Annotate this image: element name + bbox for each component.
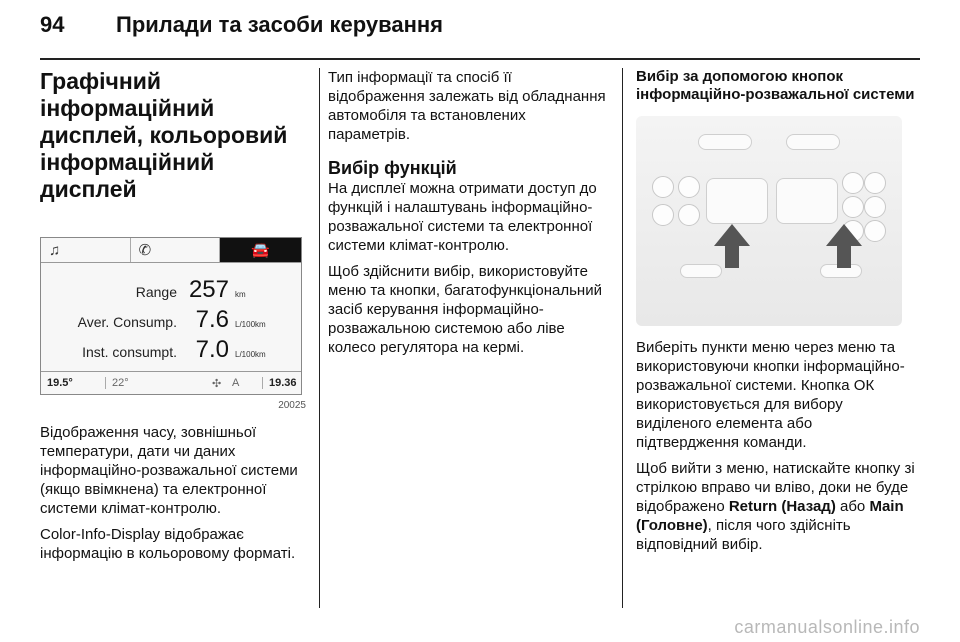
control-panel-figure: [636, 116, 902, 326]
panel-button: [678, 176, 700, 198]
display-row-unit: L/100km: [235, 320, 266, 329]
display-row-unit: km: [235, 290, 246, 299]
panel-button: [864, 172, 886, 194]
page-number: 94: [40, 12, 65, 37]
panel-button: [680, 264, 722, 278]
info-display-screen: [40, 237, 302, 395]
column-1: [40, 68, 306, 570]
panel-button: [652, 176, 674, 198]
main-label: Main (Головне): [636, 498, 904, 534]
panel-button: [864, 220, 886, 242]
fan-icon: ✣: [212, 377, 222, 390]
footer-watermark: carmanualsonline.info: [734, 617, 920, 637]
display-figure: [40, 213, 306, 419]
display-row-value: 7.6: [195, 306, 229, 333]
paragraph: Щоб здійснити вибір, використовуйте меню та кнопки, багатофункціональний засіб керування інформаційно-розважальною системою або ліве колесо регулятора на кермі.: [328, 263, 602, 356]
set-temp: 22°: [105, 377, 212, 389]
display-tabs: [41, 238, 301, 263]
phone-icon: ✆: [131, 238, 221, 262]
figure-code: 20025: [278, 400, 306, 411]
section-title: Графічний інформаційний дисплей, кольоровий інформаційний дисплей: [40, 68, 288, 202]
arrow-stem: [725, 246, 739, 268]
page-header: [40, 12, 443, 38]
panel-button: [786, 134, 840, 150]
display-row-unit: L/100km: [235, 350, 266, 359]
text-span: Щоб вийти з меню, натискайте кнопку зі стрілкою вправо чи вліво, доки не буде відображено: [636, 460, 915, 515]
column-3: [636, 68, 916, 561]
column-divider-2: [622, 68, 623, 608]
display-row-label: Aver. Consump.: [77, 314, 177, 330]
auto-mode: A: [232, 377, 240, 389]
text-span: , після чого здійсніть відповідний вибір.: [636, 517, 851, 553]
header-title: Прилади та засоби керування: [116, 12, 444, 37]
outside-temp: 19.5°: [47, 377, 73, 389]
display-row-value: 257: [188, 276, 229, 303]
panel-button: [842, 196, 864, 218]
subsection-title: Вибір за допомогою кнопок інформаційно-розважальної системи: [636, 68, 915, 103]
column-divider-1: [319, 68, 320, 608]
music-icon: ♫: [41, 238, 131, 262]
panel-button: [678, 204, 700, 226]
car-icon: 🚘: [220, 238, 301, 262]
paragraph: Color-Info-Display відображає інформацію в кольоровому форматі.: [40, 526, 296, 562]
display-row-aver-consump: [41, 306, 281, 334]
arrow-stem: [837, 246, 851, 268]
paragraph: Виберіть пункти меню через меню та використовуючи кнопки інформаційно-розважальної системи. Кнопка ОК використовується для вибору виділеного елемента або підтвердження команди.: [636, 339, 905, 451]
panel-button: [864, 196, 886, 218]
header-rule: [40, 58, 920, 60]
display-row-inst-consumpt: [41, 336, 281, 364]
clock: 19.36: [262, 377, 297, 389]
paragraph: На дисплеї можна отримати доступ до функцій і налаштувань інформаційно-розважальної системи та електронної системи клімат-контролю.: [328, 180, 597, 254]
panel-button: [652, 204, 674, 226]
display-status-bar: [41, 371, 301, 394]
panel-button: [698, 134, 752, 150]
display-row-label: Inst. consumpt.: [82, 344, 177, 360]
column-2: [328, 68, 608, 364]
left-arrow-button: [706, 178, 768, 224]
arrow-up-icon: [714, 224, 750, 246]
panel-button: [842, 172, 864, 194]
arrow-up-icon: [826, 224, 862, 246]
return-label: Return (Назад): [728, 498, 836, 515]
subsection-title: Вибір функцій: [328, 158, 457, 178]
paragraph: Тип інформації та спосіб її відображення залежать від обладнання автомобіля та встановлених параметрів.: [328, 69, 606, 143]
display-row-value: 7.0: [195, 336, 229, 363]
right-arrow-button: [776, 178, 838, 224]
display-row-label: Range: [135, 284, 177, 300]
text-span: або: [835, 498, 870, 515]
paragraph: [636, 459, 916, 554]
paragraph: Відображення часу, зовнішньої температури, дати чи даних інформаційно-розважальної системи (якщо ввімкнена) та електронної системи клімат-контролю.: [40, 424, 298, 517]
display-row-range: [41, 276, 281, 304]
